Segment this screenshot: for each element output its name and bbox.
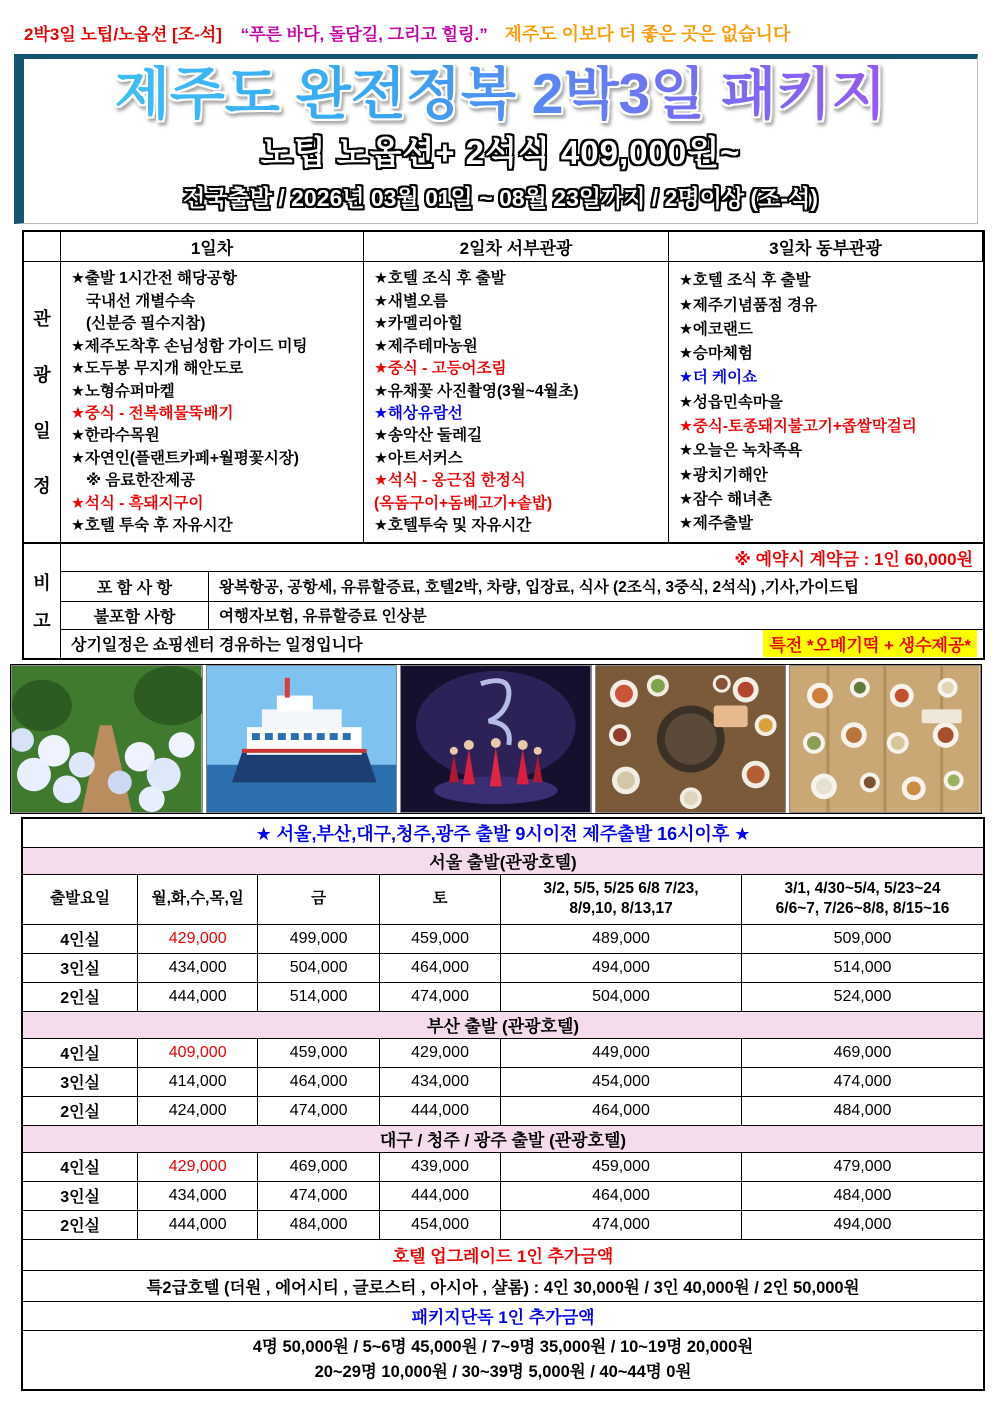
header-saturday: 토 [380, 875, 501, 925]
included-label: 포 함 사 항 [61, 572, 209, 602]
itinerary-item: ★노형슈퍼마켙 [71, 382, 175, 400]
price-row [23, 1039, 983, 1068]
price-value: 464,000 [501, 1097, 742, 1126]
hero-subtitle-dates: 전국출발 / 2026년 03월 01일 ~ 08월 23일까지 / 2명이상 (조-석) [183, 184, 818, 211]
departure-time-note: ★ 서울,부산,대구,청주,광주 출발 9시이전 제주출발 16시이후 ★ [23, 819, 983, 848]
hydrangea-garden-path-photo [11, 665, 203, 813]
slogan-quote: “푸른 바다, 돌담길, 그리고 힐링.” [240, 25, 488, 44]
itinerary-item: 국내선 개별수속 [86, 292, 196, 310]
side-label-char: 일 [33, 420, 51, 441]
price-value: 469,000 [258, 1153, 380, 1182]
price-value: 414,000 [138, 1068, 258, 1097]
itinerary-item: ★호텔 조식 후 출발 [374, 270, 506, 288]
itinerary-day3-header: 3일차 동부관광 [669, 232, 983, 262]
room-type-label: 4인실 [23, 1039, 138, 1068]
itinerary-item: ※ 음료한잔제공 [86, 472, 196, 490]
itinerary-item: ★유채꽃 사진촬영(3월~4월초) [374, 382, 579, 400]
price-table [21, 817, 985, 1391]
hotel-upgrade-detail: 특2급호텔 (더원 , 에어시티 , 글로스터 , 아시아 , 샬롬) : 4인 30,000원 / 3인 40,000원 / 2인 50,000원 [23, 1271, 983, 1302]
room-type-label: 3인실 [23, 1068, 138, 1097]
price-value: 424,000 [138, 1097, 258, 1126]
itinerary-item: ★카멜리아힐 [374, 315, 463, 333]
price-value: 509,000 [742, 925, 983, 954]
price-value: 444,000 [138, 1211, 258, 1240]
price-value: 474,000 [742, 1068, 983, 1097]
price-row [23, 1211, 983, 1240]
price-value: 504,000 [501, 983, 742, 1012]
package-alone-title: 패키지단독 1인 추가금액 [23, 1302, 983, 1331]
price-value: 499,000 [258, 925, 380, 954]
page-title: 제주도 완전정복 2박3일 패키지 [28, 65, 973, 125]
itinerary-day2-list [364, 262, 669, 542]
itinerary-item: ★제주출발 [679, 515, 753, 533]
top-slogan [0, 0, 992, 52]
price-value: 444,000 [380, 1182, 501, 1211]
itinerary-item: (옥돔구이+돔베고기+솥밥) [374, 494, 553, 512]
header-friday: 금 [258, 875, 380, 925]
notes-table [22, 544, 985, 660]
itinerary-item: ★호텔 투숙 후 자유시간 [71, 517, 233, 535]
price-row [23, 1182, 983, 1211]
itinerary-item: ★송악산 둘레길 [374, 427, 483, 445]
itinerary-item: ★석식 - 옹근집 한정식 [374, 472, 526, 490]
price-value: 484,000 [742, 1097, 983, 1126]
price-value: 464,000 [501, 1182, 742, 1211]
itinerary-item: ★중식 - 고등어조림 [374, 360, 507, 378]
package-alone-line1: 4명 50,000원 / 5~6명 45,000원 / 7~9명 35,000원 / 10~19명 20,000원 [252, 1337, 754, 1356]
price-value: 474,000 [258, 1097, 380, 1126]
price-row [23, 954, 983, 983]
price-value: 459,000 [258, 1039, 380, 1068]
itinerary-item: ★새별오름 [374, 292, 448, 310]
itinerary-item: ★제주테마농원 [374, 337, 478, 355]
price-value: 464,000 [258, 1068, 380, 1097]
excluded-value: 여행자보험, 유류할증료 인상분 [209, 602, 983, 630]
itinerary-item: ★도두봉 무지개 해안도로 [71, 360, 244, 378]
price-value: 444,000 [138, 983, 258, 1012]
itinerary-side-label [24, 262, 61, 542]
photo-strip [10, 664, 982, 814]
room-type-label: 2인실 [23, 983, 138, 1012]
package-alone-line2: 20~29명 10,000원 / 30~39명 5,000원 / 40~44명 0원 [314, 1362, 692, 1381]
price-row [23, 1097, 983, 1126]
price-value: 454,000 [380, 1211, 501, 1240]
header-weekdays: 월,화,수,목,일 [138, 875, 258, 925]
itinerary-corner-cell [24, 232, 61, 262]
price-value: 484,000 [258, 1211, 380, 1240]
price-value: 514,000 [742, 954, 983, 983]
price-value: 464,000 [380, 954, 501, 983]
price-value: 474,000 [501, 1211, 742, 1240]
itinerary-item: ★성읍민속마을 [679, 393, 783, 411]
itinerary-item: ★중식-토종돼지불고기+좁쌀막걸리 [679, 418, 917, 436]
price-value: 444,000 [380, 1097, 501, 1126]
deposit-note: ※ 예약시 계약금 : 1인 60,000원 [61, 544, 983, 572]
itinerary-item: ★더 케이쇼 [679, 369, 758, 387]
price-value: 429,000 [380, 1039, 501, 1068]
price-value: 504,000 [258, 954, 380, 983]
itinerary-table [22, 230, 985, 544]
price-row [23, 1153, 983, 1182]
itinerary-item: ★에코랜드 [679, 320, 753, 338]
price-section-title: 서울 출발(관광호텔) [23, 848, 983, 875]
price-value: 429,000 [138, 925, 258, 954]
slogan-left: 2박3일 노팁/노옵션 [조-석] [24, 25, 222, 44]
side-label-char: 고 [33, 611, 51, 632]
itinerary-item: ★제주기념품점 경유 [679, 296, 817, 314]
price-value: 514,000 [258, 983, 380, 1012]
price-value: 484,000 [742, 1182, 983, 1211]
price-value: 469,000 [742, 1039, 983, 1068]
room-type-label: 2인실 [23, 1211, 138, 1240]
shopping-note-row [61, 630, 983, 658]
header-peak-dates-1: 3/2, 5/5, 5/25 6/8 7/23, 8/9,10, 8/13,17 [501, 875, 742, 925]
price-value: 479,000 [742, 1153, 983, 1182]
room-type-label: 2인실 [23, 1097, 138, 1126]
room-type-label: 3인실 [23, 954, 138, 983]
price-value: 429,000 [138, 1153, 258, 1182]
room-type-label: 4인실 [23, 1153, 138, 1182]
korean-bbq-table-photo [595, 665, 787, 813]
itinerary-day1-header: 1일차 [61, 232, 364, 262]
itinerary-item: (신분증 필수지참) [86, 315, 206, 333]
itinerary-item: ★광치기해안 [679, 466, 768, 484]
price-value: 434,000 [138, 1182, 258, 1211]
itinerary-day1-list [61, 262, 364, 542]
slogan-right: 제주도 이보다 더 좋은 곳은 없습니다 [504, 24, 791, 44]
price-value: 474,000 [380, 983, 501, 1012]
hero-banner [14, 54, 978, 224]
price-value: 454,000 [501, 1068, 742, 1097]
korean-set-meal-table-photo [789, 665, 981, 813]
price-value: 449,000 [501, 1039, 742, 1068]
art-circus-stage-show-photo [400, 665, 592, 813]
excluded-label: 불포함 사항 [61, 602, 209, 630]
price-value: 489,000 [501, 925, 742, 954]
side-label-char: 광 [33, 365, 51, 386]
price-value: 524,000 [742, 983, 983, 1012]
price-row [23, 1068, 983, 1097]
itinerary-item: ★승마체험 [679, 345, 753, 363]
itinerary-item: ★자연인(플랜트카페+월평꽃시장) [71, 449, 299, 467]
side-label-char: 비 [33, 572, 51, 593]
itinerary-item: ★중식 - 전복해물뚝배기 [71, 405, 234, 423]
price-row [23, 925, 983, 954]
itinerary-item: ★출발 1시간전 해당공항 [71, 270, 237, 288]
price-value: 494,000 [742, 1211, 983, 1240]
itinerary-day2-header: 2일차 서부관광 [364, 232, 669, 262]
side-label-char: 관 [33, 309, 51, 330]
price-value: 434,000 [138, 954, 258, 983]
itinerary-item: ★오늘은 녹차족욕 [679, 442, 803, 460]
package-alone-detail [23, 1331, 983, 1389]
shopping-note: 상기일정은 쇼핑센터 경유하는 일정입니다 [71, 637, 363, 655]
price-value: 474,000 [258, 1182, 380, 1211]
itinerary-item: ★호텔 조식 후 출발 [679, 272, 811, 290]
room-type-label: 3인실 [23, 1182, 138, 1211]
price-value: 459,000 [501, 1153, 742, 1182]
itinerary-day3-list [669, 262, 983, 542]
price-row [23, 983, 983, 1012]
side-label-char: 정 [33, 476, 51, 497]
itinerary-item: ★해상유람선 [374, 405, 463, 423]
special-gift-badge: 특전 *오메기떡 + 생수제공* [763, 630, 977, 657]
price-section-title: 부산 출발 (관광호텔) [23, 1012, 983, 1039]
price-value: 459,000 [380, 925, 501, 954]
price-value: 434,000 [380, 1068, 501, 1097]
price-header-row [23, 875, 983, 925]
notes-side-label [24, 544, 61, 658]
itinerary-item: ★잠수 해녀촌 [679, 491, 773, 509]
itinerary-item: ★석식 - 흑돼지구이 [71, 494, 204, 512]
itinerary-item: ★아트서커스 [374, 449, 463, 467]
jeju-cruise-ship-photo [206, 665, 398, 813]
hero-subtitle-price: 노팁 노옵션+ 2석식 409,000원~ [260, 133, 741, 171]
price-value: 409,000 [138, 1039, 258, 1068]
itinerary-item: ★제주도착후 손님성함 가이드 미팅 [71, 337, 308, 355]
room-type-label: 4인실 [23, 925, 138, 954]
itinerary-item: ★호텔투숙 및 자유시간 [374, 517, 532, 535]
included-value: 왕복항공, 공항세, 유류할증료, 호텔2박, 차량, 입장료, 식사 (2조식, 3중식, 2석식) ,기사,가이드팁 [209, 572, 983, 602]
header-departure-day: 출발요일 [23, 875, 138, 925]
price-value: 494,000 [501, 954, 742, 983]
price-value: 439,000 [380, 1153, 501, 1182]
hotel-upgrade-title: 호텔 업그레이드 1인 추가금액 [23, 1240, 983, 1271]
header-peak-dates-2: 3/1, 4/30~5/4, 5/23~24 6/6~7, 7/26~8/8, 8/15~16 [742, 875, 983, 925]
price-section-title: 대구 / 청주 / 광주 출발 (관광호텔) [23, 1126, 983, 1153]
itinerary-item: ★한라수목원 [71, 427, 160, 445]
